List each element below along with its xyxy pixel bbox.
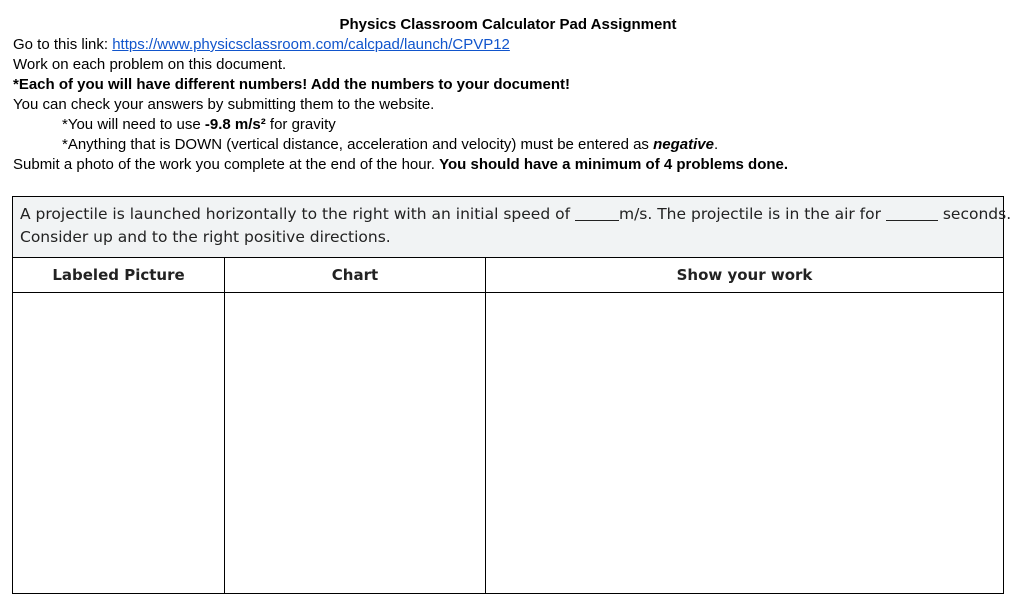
gravity-value: -9.8 m/s² [204, 116, 266, 133]
problem-row [13, 197, 1004, 258]
assignment-instructions [13, 15, 1003, 175]
submit-prefix: Submit a photo of the work you complete at the end of the hour. [13, 156, 440, 173]
link-line [13, 35, 1003, 55]
chart-cell[interactable] [225, 293, 486, 594]
speed-blank[interactable] [575, 205, 619, 221]
check-answers-note: You can check your answers by submitting them to the website. [13, 96, 435, 113]
different-numbers-note: *Each of you will have different numbers! Add the numbers to your document! [13, 76, 570, 93]
problem-prompt [13, 197, 1012, 249]
header-chart: Chart [225, 258, 486, 293]
header-show-work: Show your work [486, 258, 1004, 293]
minimum-problems-note: You should have a minimum of 4 problems done. [439, 156, 789, 173]
document-title: Physics Classroom Calculator Pad Assignment [339, 16, 677, 33]
header-labeled-picture: Labeled Picture [13, 258, 225, 293]
down-prefix: *Anything that is DOWN (vertical distance, acceleration and velocity) must be entered as [62, 136, 654, 153]
negative-emphasis: negative [653, 136, 714, 153]
header-row [13, 258, 1004, 293]
labeled-picture-cell[interactable] [13, 293, 225, 594]
gravity-suffix: for gravity [265, 116, 336, 133]
problem-prompt-cell[interactable] [13, 197, 1012, 258]
time-blank[interactable] [886, 205, 938, 221]
down-suffix: . [713, 136, 719, 153]
gravity-note [13, 115, 1003, 135]
show-work-cell[interactable] [486, 293, 1004, 594]
calcpad-link[interactable]: https://www.physicsclassroom.com/calcpad/launch/CPVP12 [112, 36, 510, 53]
prompt-part3: seconds. [937, 205, 1012, 223]
submit-note [13, 155, 1003, 175]
work-instruction: Work on each problem on this document. [13, 56, 287, 73]
work-row [13, 293, 1004, 594]
problem-table [12, 196, 1012, 594]
link-intro: Go to this link: [13, 36, 113, 53]
gravity-prefix: *You will need to use [62, 116, 205, 133]
down-negative-note [13, 135, 1003, 155]
prompt-part2: m/s. The projectile is in the air for [618, 205, 886, 223]
prompt-part1: A projectile is launched horizontally to the right with an initial speed of [20, 205, 575, 223]
prompt-line2: Consider up and to the right positive directions. [20, 228, 391, 246]
